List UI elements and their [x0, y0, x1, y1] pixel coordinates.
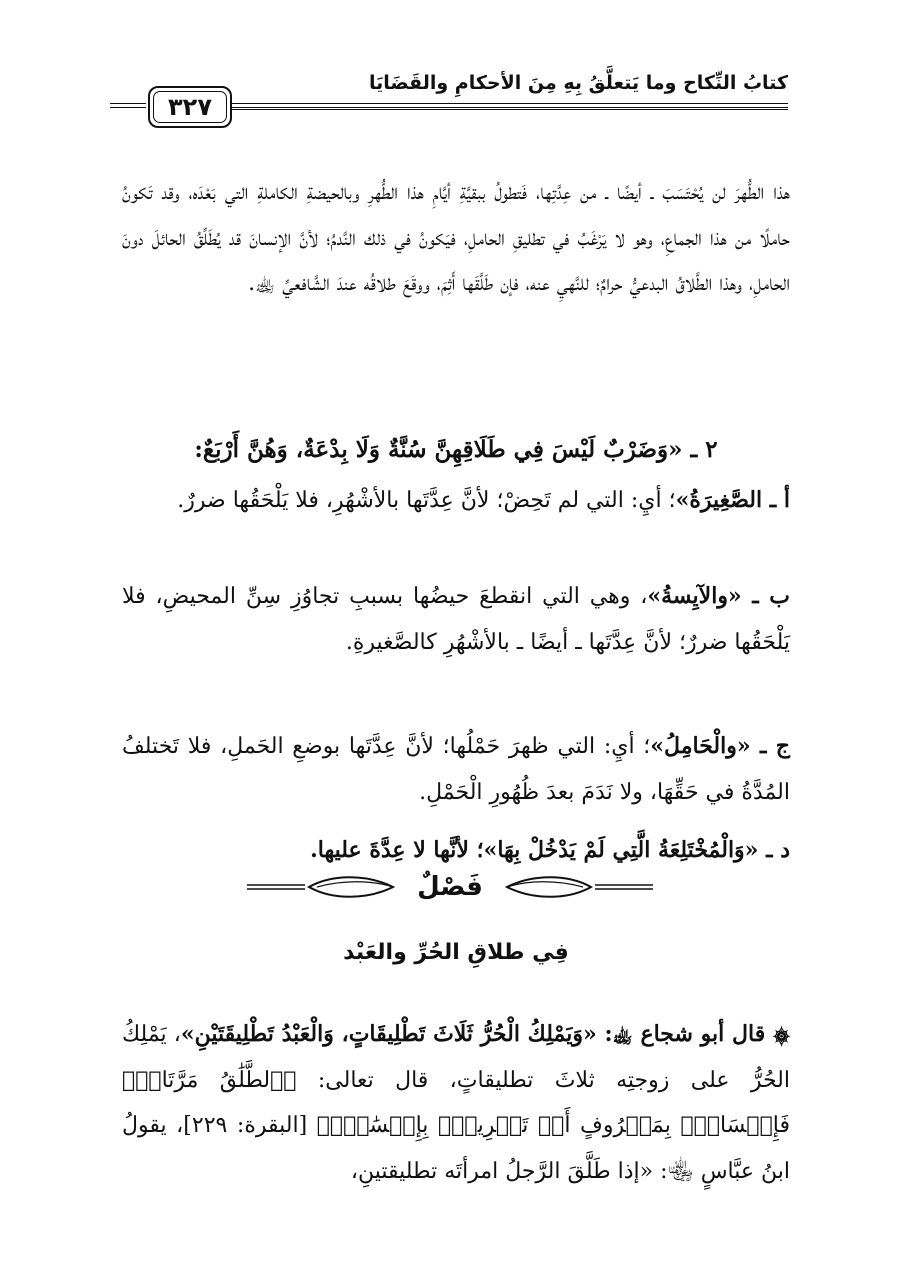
page-number: ٣٢٧: [168, 93, 212, 121]
header-rule: [230, 103, 788, 108]
item-b-paragraph: [122, 574, 790, 665]
item-b-label: ب ـ «والآيِسةُ»: [647, 583, 790, 609]
item-a-label: أ ـ الصَّغِيرَةُ»: [675, 487, 790, 513]
section-subheading: فِي طلاقِ الحُرِّ والعَبْد: [343, 940, 569, 965]
item-b-text: ، وهي التي انقطعَ حيضُها بسببِ تجاوُزِ سِنِّ المحيضِ، فلا يَلْحَقُها ضررٌ؛ لأنَّ عِدَّتَها ـ أيضًا ـ بالأشْهُرِ كالصَّغيرةِ.: [122, 584, 790, 655]
section-divider: [250, 862, 650, 912]
main-text: ، يَمْلِكُ الحُرُّ على زوجتِه ثلاثَ تطليقاتٍ، قال تعالى: ﴿ٱلطَّلَٰقُ مَرَّتَانِۖ فَإِمۡسَاكُۢ بِمَعۡرُوفٍ أَوۡ تَسۡرِيحُۢ بِإِحۡسَٰنٖۗ﴾ [البقرة: ٢٢٩]، يقولُ ابنُ عبَّاسٍ ﵄: «إذا طَلَّقَ الرَّجلُ امرأتَه تطليقتينِ،: [122, 1022, 791, 1184]
page-number-frame: [148, 86, 232, 128]
running-title: كتابُ النِّكاح وما يَتعلَّقُ بِهِ مِنَ الأحكامِ والقَضَايَا: [368, 72, 788, 94]
main-paragraph: [122, 1012, 790, 1194]
ornament-right: [503, 876, 653, 898]
page-header: [110, 72, 788, 132]
ornament-left: [247, 876, 397, 898]
item-d-paragraph: د ـ «وَالْمُخْتَلِعَةُ الَّتِي لَمْ يَدْخُلْ بِهَا»؛ لأنَّها لا عِدَّةَ عليها.: [310, 837, 790, 863]
header-rule-thin: [230, 109, 788, 110]
page-number-ornament-lines: [110, 103, 146, 108]
item-2-heading: ٢ ـ «وَضَرْبٌ لَيْسَ فِي طَلَاقِهِنَّ سُنَّةٌ وَلَا بِدْعَةٌ، وَهُنَّ أَرْبَعٌ:: [194, 436, 718, 463]
item-a-paragraph: [122, 478, 790, 524]
item-a-text: ؛ أيِ: التي لم تَحِضْ؛ لأنَّ عِدَّتَها بالأشْهُرِ، فلا يَلْحَقُها ضررٌ.: [177, 488, 676, 513]
intro-paragraph: هذا الطُّهرَ لن يُحْتَسَبَ ـ أيضًا ـ من عِدَّتِها، فَتطولُ ببقيَّةِ أيَّامِ هذا الطُّهرِ وبالحيضةِ الكاملةِ التي بَعْدَه، وقد تَكونُ حاملًا من هذا الجماعِ، وهو لا يَرْغَبُ في تطليقِ الحاملِ، فيَكونُ في ذلك النَّدمُ؛ لأنَّ الإنسانَ قد يُطَلِّقُ الحائلَ دونَ الحاملِ، وهذا الطَّلاقُ البدعيُّ حرامٌ؛ للنَّهيِ عنه، فإن طَلَّقَها أَثِمَ، ووقَعَ طلاقُه عندَ الشَّافعيِّ ﵀.: [122, 180, 790, 296]
item-c-label: ج ـ «والْحَامِلُ»: [650, 733, 790, 759]
item-c-text: ؛ أيِ: التي ظهرَ حَمْلُها؛ لأنَّ عِدَّتَها بوضعِ الحَملِ، فلا تَختلفُ المُدَّةُ في حَقِّهَا، ولا نَدَمَ بعدَ ظُهُورِ الْحَمْلِ.: [122, 734, 790, 805]
section-heading: فَصْلٌ: [417, 872, 483, 902]
item-c-paragraph: [122, 724, 790, 815]
main-lead: ۞ قال أبو شجاع ﵀: «وَيَمْلِكُ الْحُرُّ ثَلَاثَ تَطْلِيقَاتٍ، وَالْعَبْدُ تَطْلِيقَتَيْنِ»: [180, 1021, 790, 1047]
